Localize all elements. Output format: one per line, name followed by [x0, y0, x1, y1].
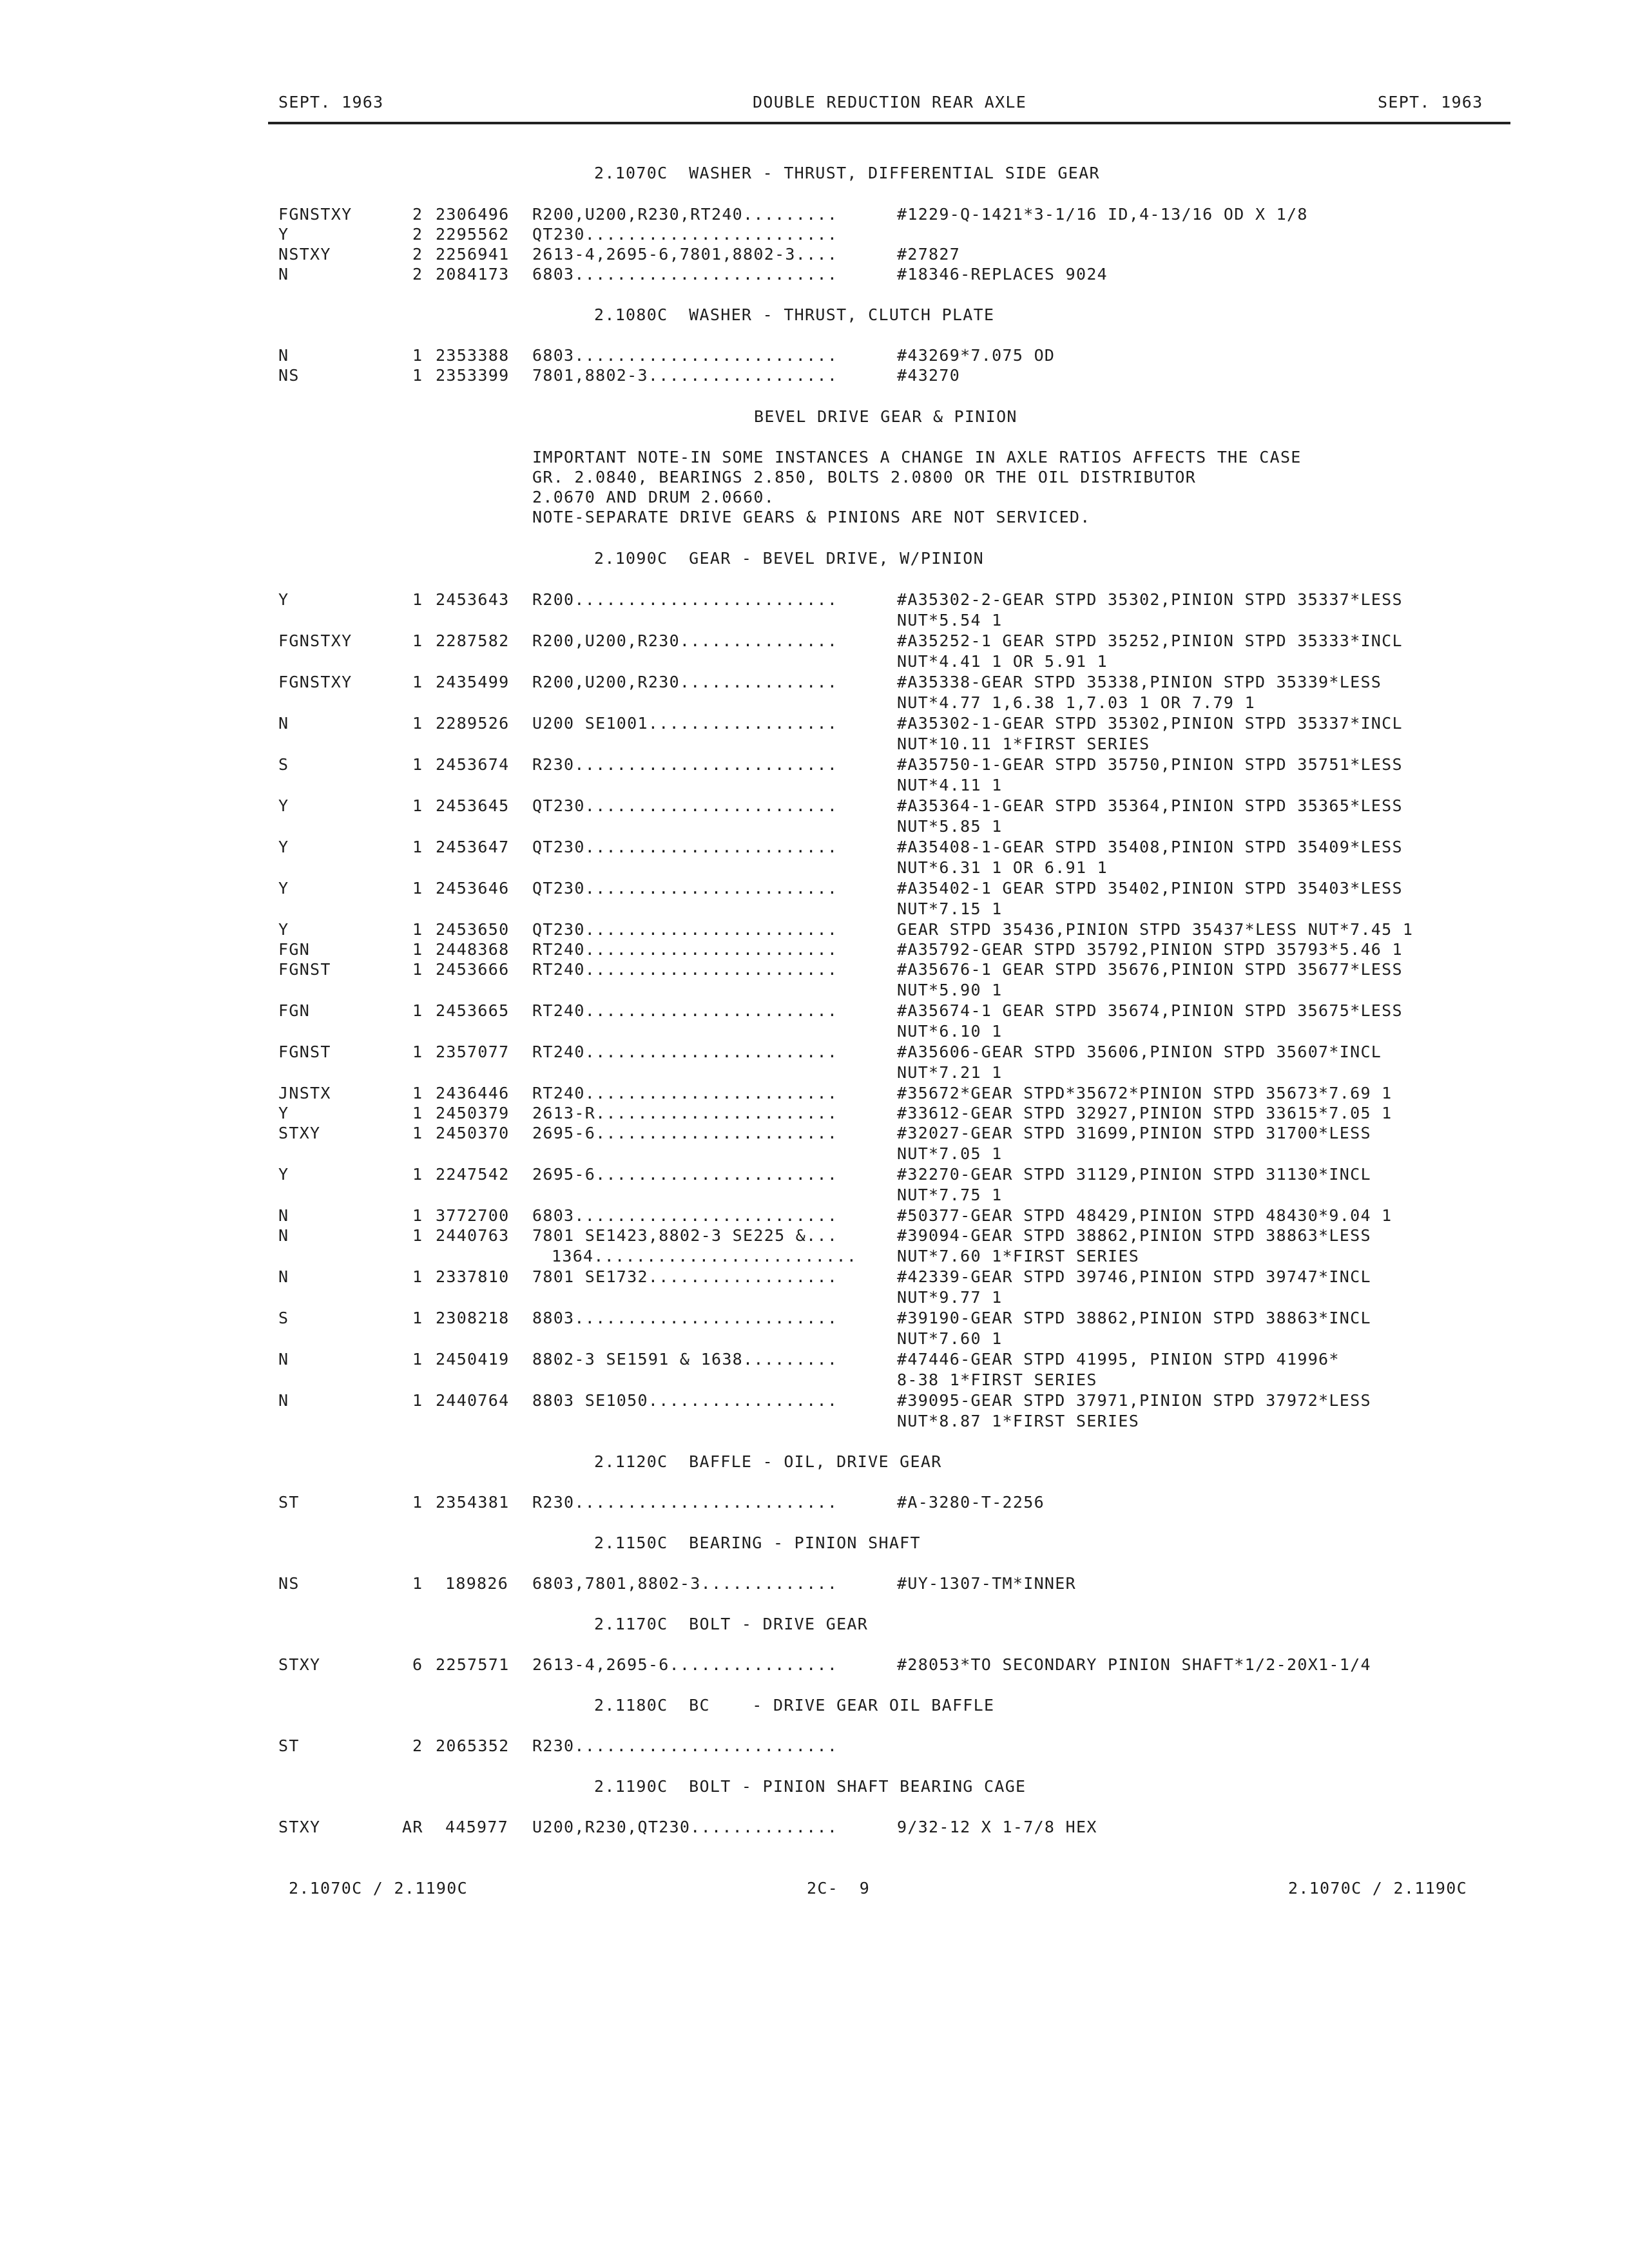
- model-code: N: [278, 1206, 289, 1225]
- quantity: 1: [412, 1267, 423, 1286]
- part-number: 2353388: [436, 346, 510, 365]
- model-application: 6803,7801,8802-3.............: [532, 1574, 838, 1593]
- model-application: R200,U200,R230...............: [532, 673, 838, 691]
- part-number: 2453665: [436, 1001, 510, 1020]
- quantity: 1: [412, 796, 423, 815]
- part-note: #A35792-GEAR STPD 35792,PINION STPD 35793*5.46 1: [897, 940, 1403, 959]
- part-number: 2247542: [436, 1165, 510, 1184]
- part-note-continued: NUT*7.21 1: [897, 1063, 1003, 1082]
- model-application-continued: 1364.........................: [552, 1247, 858, 1265]
- part-note: #A35676-1 GEAR STPD 35676,PINION STPD 35677*LESS: [897, 960, 1403, 979]
- quantity: 1: [412, 1350, 423, 1369]
- part-note-continued: NUT*9.77 1: [897, 1288, 1003, 1307]
- note-line: GR. 2.0840, BEARINGS 2.850, BOLTS 2.0800 OR THE OIL DISTRIBUTOR: [532, 468, 1197, 486]
- model-application: RT240........................: [532, 940, 838, 959]
- part-note: #47446-GEAR STPD 41995, PINION STPD 41996*: [897, 1350, 1340, 1369]
- note-line: NOTE-SEPARATE DRIVE GEARS & PINIONS ARE NOT SERVICED.: [532, 508, 1091, 526]
- model-code: Y: [278, 796, 289, 815]
- section-heading: 2.1170C BOLT - DRIVE GEAR: [594, 1615, 869, 1633]
- part-number: 2337810: [436, 1267, 510, 1286]
- part-number: 2256941: [436, 245, 510, 264]
- model-code: JNSTX: [278, 1084, 331, 1102]
- part-note: #A35750-1-GEAR STPD 35750,PINION STPD 35751*LESS: [897, 755, 1403, 774]
- model-code: Y: [278, 920, 289, 939]
- part-note-continued: NUT*10.11 1*FIRST SERIES: [897, 735, 1150, 753]
- model-code: FGN: [278, 940, 311, 959]
- part-note-continued: NUT*6.31 1 OR 6.91 1: [897, 858, 1108, 877]
- part-note: #1229-Q-1421*3-1/16 ID,4-13/16 OD X 1/8: [897, 205, 1308, 224]
- quantity: 1: [412, 1084, 423, 1102]
- model-application: 2613-4,2695-6................: [532, 1655, 838, 1674]
- model-application: QT230........................: [532, 796, 838, 815]
- part-number: 2453646: [436, 879, 510, 898]
- model-code: FGNSTXY: [278, 205, 352, 224]
- part-note: #A35606-GEAR STPD 35606,PINION STPD 35607*INCL: [897, 1043, 1382, 1061]
- note-line: IMPORTANT NOTE-IN SOME INSTANCES A CHANGE IN AXLE RATIOS AFFECTS THE CASE: [532, 448, 1302, 466]
- part-number: 2450370: [436, 1124, 510, 1142]
- part-note-continued: NUT*8.87 1*FIRST SERIES: [897, 1412, 1140, 1430]
- model-code: ST: [278, 1736, 300, 1755]
- part-note: #39190-GEAR STPD 38862,PINION STPD 38863*INCL: [897, 1309, 1371, 1327]
- model-code: NS: [278, 1574, 300, 1593]
- part-note: #UY-1307-TM*INNER: [897, 1574, 1076, 1593]
- quantity: 1: [412, 960, 423, 979]
- model-application: R230.........................: [532, 1736, 838, 1755]
- quantity: 1: [412, 1165, 423, 1184]
- model-code: FGNSTXY: [278, 673, 352, 691]
- model-code: Y: [278, 838, 289, 856]
- quantity: 1: [412, 346, 423, 365]
- model-application: RT240........................: [532, 1001, 838, 1020]
- model-application: QT230........................: [532, 225, 838, 244]
- section-heading: 2.1190C BOLT - PINION SHAFT BEARING CAGE: [594, 1777, 1027, 1796]
- model-code: FGNSTXY: [278, 631, 352, 650]
- part-note-continued: NUT*4.11 1: [897, 776, 1003, 794]
- part-number: 2306496: [436, 205, 510, 224]
- part-note: #42339-GEAR STPD 39746,PINION STPD 39747*INCL: [897, 1267, 1371, 1286]
- model-application: 7801,8802-3..................: [532, 366, 838, 385]
- part-number: 2453645: [436, 796, 510, 815]
- part-note-continued: NUT*5.85 1: [897, 817, 1003, 836]
- part-number: 2453674: [436, 755, 510, 774]
- footer-range-left: 2.1070C / 2.1190C: [289, 1879, 468, 1898]
- section-heading: 2.1180C BC - DRIVE GEAR OIL BAFFLE: [594, 1696, 995, 1715]
- part-note: #A35302-1-GEAR STPD 35302,PINION STPD 35337*INCL: [897, 714, 1403, 733]
- model-application: R200,U200,R230,RT240.........: [532, 205, 838, 224]
- quantity: 1: [412, 366, 423, 385]
- quantity: 1: [412, 838, 423, 856]
- part-note: #A35402-1 GEAR STPD 35402,PINION STPD 35403*LESS: [897, 879, 1403, 898]
- quantity: 2: [412, 245, 423, 264]
- part-number: 2357077: [436, 1043, 510, 1061]
- model-code: Y: [278, 225, 289, 244]
- part-number: 2453643: [436, 590, 510, 609]
- part-note: #A35408-1-GEAR STPD 35408,PINION STPD 35409*LESS: [897, 838, 1403, 856]
- model-application: 6803.........................: [532, 265, 838, 284]
- section-heading: 2.1090C GEAR - BEVEL DRIVE, W/PINION: [594, 549, 984, 568]
- model-code: Y: [278, 1165, 289, 1184]
- quantity: 1: [412, 1493, 423, 1512]
- model-application: QT230........................: [532, 920, 838, 939]
- part-note-continued: NUT*7.05 1: [897, 1144, 1003, 1163]
- quantity: 1: [412, 1309, 423, 1327]
- quantity: 1: [412, 1124, 423, 1142]
- model-code: N: [278, 1267, 289, 1286]
- part-number: 2453647: [436, 838, 510, 856]
- model-application: R200.........................: [532, 590, 838, 609]
- part-number: 189826: [445, 1574, 509, 1593]
- model-application: R200,U200,R230...............: [532, 631, 838, 650]
- part-note-continued: NUT*6.10 1: [897, 1022, 1003, 1041]
- part-note-continued: NUT*5.90 1: [897, 981, 1003, 999]
- quantity: 1: [412, 1043, 423, 1061]
- part-note-continued: NUT*7.60 1*FIRST SERIES: [897, 1247, 1140, 1265]
- part-number: 2287582: [436, 631, 510, 650]
- model-code: N: [278, 714, 289, 733]
- model-code: FGNST: [278, 960, 331, 979]
- quantity: 1: [412, 1001, 423, 1020]
- model-code: STXY: [278, 1655, 321, 1674]
- part-note: #27827: [897, 245, 961, 264]
- part-note: 9/32-12 X 1-7/8 HEX: [897, 1818, 1097, 1836]
- part-note: #A35338-GEAR STPD 35338,PINION STPD 35339*LESS: [897, 673, 1382, 691]
- model-code: ST: [278, 1493, 300, 1512]
- quantity: 6: [412, 1655, 423, 1674]
- note-line: 2.0670 AND DRUM 2.0660.: [532, 488, 775, 506]
- model-application: R230.........................: [532, 755, 838, 774]
- part-number: 2453666: [436, 960, 510, 979]
- model-code: STXY: [278, 1124, 321, 1142]
- part-number: 2295562: [436, 225, 510, 244]
- header-rule: [268, 122, 1510, 124]
- model-application: 8803.........................: [532, 1309, 838, 1327]
- part-note-continued: NUT*7.75 1: [897, 1186, 1003, 1204]
- model-code: NS: [278, 366, 300, 385]
- part-number: 2257571: [436, 1655, 510, 1674]
- part-note: #50377-GEAR STPD 48429,PINION STPD 48430*9.04 1: [897, 1206, 1393, 1225]
- model-application: R230.........................: [532, 1493, 838, 1512]
- model-application: 2695-6.......................: [532, 1165, 838, 1184]
- section-heading: 2.1120C BAFFLE - OIL, DRIVE GEAR: [594, 1452, 942, 1471]
- part-note-continued: NUT*7.15 1: [897, 899, 1003, 918]
- part-note: #18346-REPLACES 9024: [897, 265, 1108, 284]
- header-date-right: SEPT. 1963: [1378, 93, 1483, 111]
- part-note: #39095-GEAR STPD 37971,PINION STPD 37972*LESS: [897, 1391, 1371, 1410]
- part-number: 2084173: [436, 265, 510, 284]
- model-application: 6803.........................: [532, 346, 838, 365]
- quantity: 1: [412, 1206, 423, 1225]
- part-number: 2436446: [436, 1084, 510, 1102]
- part-note-continued: NUT*5.54 1: [897, 611, 1003, 629]
- quantity: 1: [412, 631, 423, 650]
- quantity: 1: [412, 1391, 423, 1410]
- part-note-continued: NUT*4.41 1 OR 5.91 1: [897, 652, 1108, 671]
- model-application: RT240........................: [532, 960, 838, 979]
- quantity: 1: [412, 714, 423, 733]
- quantity: 1: [412, 879, 423, 898]
- part-note: GEAR STPD 35436,PINION STPD 35437*LESS NUT*7.45 1: [897, 920, 1414, 939]
- quantity: AR: [402, 1818, 423, 1836]
- model-application: 8802-3 SE1591 & 1638.........: [532, 1350, 838, 1369]
- part-note: #43270: [897, 366, 961, 385]
- part-note: #28053*TO SECONDARY PINION SHAFT*1/2-20X1-1/4: [897, 1655, 1371, 1674]
- model-application: 7801 SE1732..................: [532, 1267, 838, 1286]
- footer-page-number: 2C- 9: [807, 1879, 871, 1898]
- quantity: 1: [412, 673, 423, 691]
- part-number: 2450379: [436, 1104, 510, 1122]
- part-number: 2065352: [436, 1736, 510, 1755]
- header-date-left: SEPT. 1963: [278, 93, 384, 111]
- part-number: 2440763: [436, 1226, 510, 1245]
- part-number: 2289526: [436, 714, 510, 733]
- model-application: RT240........................: [532, 1084, 838, 1102]
- model-application: 2613-4,2695-6,7801,8802-3....: [532, 245, 838, 264]
- model-code: FGNST: [278, 1043, 331, 1061]
- model-code: N: [278, 265, 289, 284]
- part-note: #35672*GEAR STPD*35672*PINION STPD 35673*7.69 1: [897, 1084, 1393, 1102]
- part-note: #43269*7.075 OD: [897, 346, 1055, 365]
- part-note: #A-3280-T-2256: [897, 1493, 1045, 1512]
- part-note: #39094-GEAR STPD 38862,PINION STPD 38863*LESS: [897, 1226, 1371, 1245]
- part-note: #A35364-1-GEAR STPD 35364,PINION STPD 35365*LESS: [897, 796, 1403, 815]
- part-number: 2450419: [436, 1350, 510, 1369]
- footer-range-right: 2.1070C / 2.1190C: [1288, 1879, 1467, 1898]
- quantity: 1: [412, 590, 423, 609]
- model-code: FGN: [278, 1001, 311, 1020]
- quantity: 2: [412, 205, 423, 224]
- part-number: 2354381: [436, 1493, 510, 1512]
- quantity: 1: [412, 940, 423, 959]
- model-code: NSTXY: [278, 245, 331, 264]
- part-number: 2453650: [436, 920, 510, 939]
- model-application: 2613-R.......................: [532, 1104, 838, 1122]
- model-application: QT230........................: [532, 879, 838, 898]
- part-number: 2308218: [436, 1309, 510, 1327]
- model-code: S: [278, 1309, 289, 1327]
- part-number: 445977: [445, 1818, 509, 1836]
- part-note: #A35252-1 GEAR STPD 35252,PINION STPD 35333*INCL: [897, 631, 1403, 650]
- part-note-continued: NUT*4.77 1,6.38 1,7.03 1 OR 7.79 1: [897, 693, 1255, 712]
- model-application: U200,R230,QT230..............: [532, 1818, 838, 1836]
- quantity: 1: [412, 1226, 423, 1245]
- part-number: 3772700: [436, 1206, 510, 1225]
- part-number: 2440764: [436, 1391, 510, 1410]
- part-number: 2353399: [436, 366, 510, 385]
- model-code: STXY: [278, 1818, 321, 1836]
- quantity: 1: [412, 1104, 423, 1122]
- part-note-continued: 8-38 1*FIRST SERIES: [897, 1370, 1097, 1389]
- quantity: 1: [412, 755, 423, 774]
- header-title: DOUBLE REDUCTION REAR AXLE: [753, 93, 1027, 111]
- quantity: 2: [412, 265, 423, 284]
- model-application: 7801 SE1423,8802-3 SE225 &...: [532, 1226, 838, 1245]
- model-application: QT230........................: [532, 838, 838, 856]
- model-code: N: [278, 1391, 289, 1410]
- part-number: 2448368: [436, 940, 510, 959]
- part-note: #32270-GEAR STPD 31129,PINION STPD 31130*INCL: [897, 1165, 1371, 1184]
- section-heading: 2.1150C BEARING - PINION SHAFT: [594, 1533, 921, 1552]
- model-application: 6803.........................: [532, 1206, 838, 1225]
- model-code: Y: [278, 879, 289, 898]
- quantity: 2: [412, 1736, 423, 1755]
- quantity: 1: [412, 920, 423, 939]
- model-code: N: [278, 1350, 289, 1369]
- quantity: 1: [412, 1574, 423, 1593]
- model-code: N: [278, 1226, 289, 1245]
- part-number: 2435499: [436, 673, 510, 691]
- model-application: 8803 SE1050..................: [532, 1391, 838, 1410]
- part-note-continued: NUT*7.60 1: [897, 1329, 1003, 1348]
- part-note: #A35302-2-GEAR STPD 35302,PINION STPD 35337*LESS: [897, 590, 1403, 609]
- model-application: U200 SE1001..................: [532, 714, 838, 733]
- model-code: Y: [278, 590, 289, 609]
- model-application: 2695-6.......................: [532, 1124, 838, 1142]
- model-code: S: [278, 755, 289, 774]
- model-application: RT240........................: [532, 1043, 838, 1061]
- quantity: 2: [412, 225, 423, 244]
- section-heading: BEVEL DRIVE GEAR & PINION: [754, 407, 1017, 426]
- part-note: #32027-GEAR STPD 31699,PINION STPD 31700*LESS: [897, 1124, 1371, 1142]
- model-code: Y: [278, 1104, 289, 1122]
- part-note: #A35674-1 GEAR STPD 35674,PINION STPD 35675*LESS: [897, 1001, 1403, 1020]
- section-heading: 2.1070C WASHER - THRUST, DIFFERENTIAL SIDE GEAR: [594, 164, 1100, 182]
- section-heading: 2.1080C WASHER - THRUST, CLUTCH PLATE: [594, 305, 995, 324]
- model-code: N: [278, 346, 289, 365]
- part-note: #33612-GEAR STPD 32927,PINION STPD 33615*7.05 1: [897, 1104, 1393, 1122]
